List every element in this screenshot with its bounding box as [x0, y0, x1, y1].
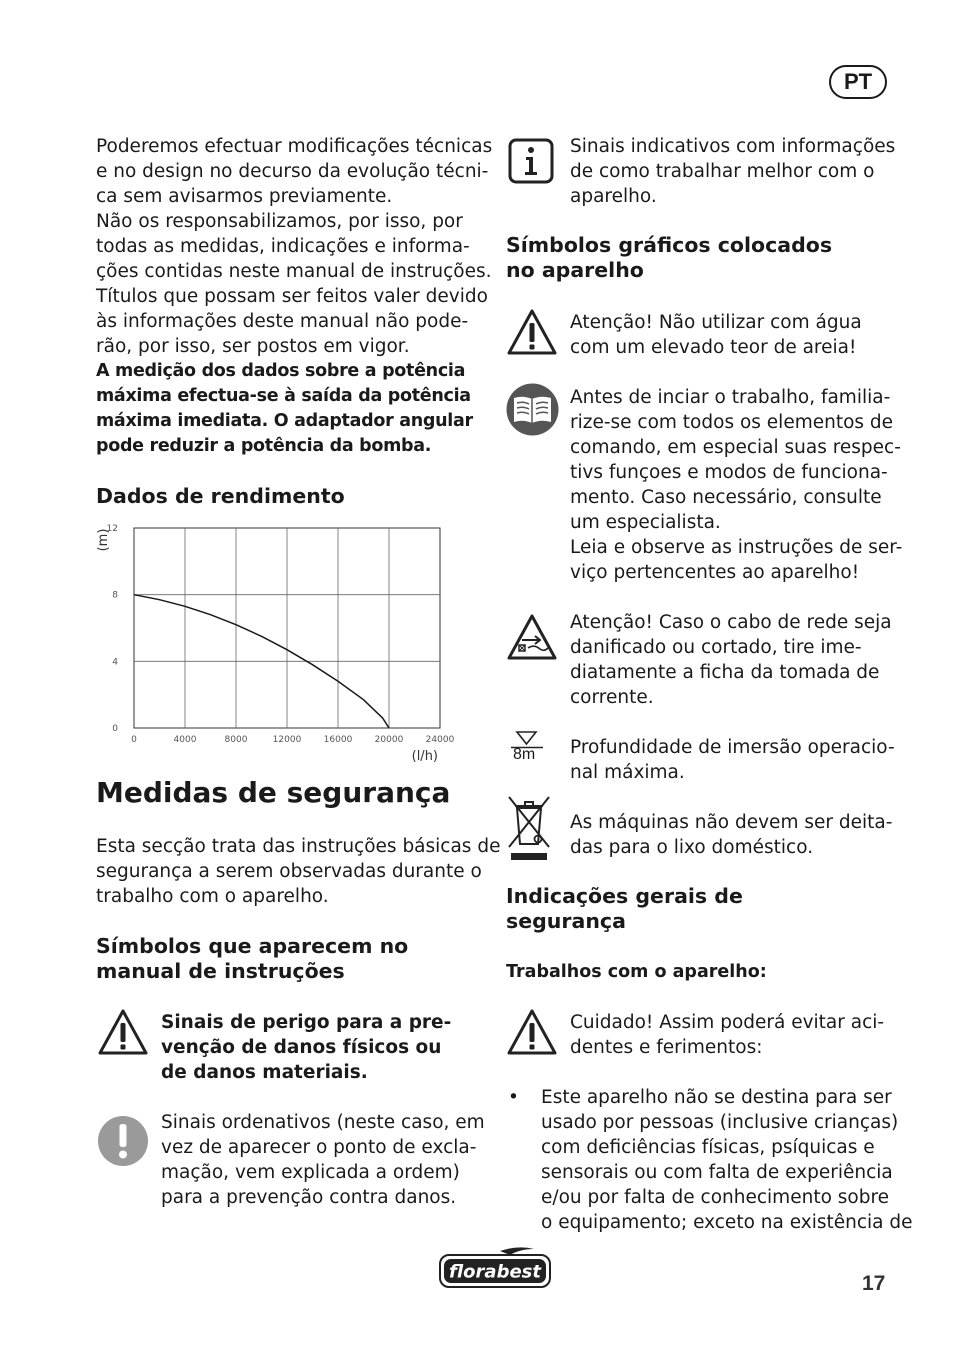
graphic-symbols-heading [506, 233, 832, 283]
text-line: Cuidado! Assim poderá evitar aci- [570, 1012, 885, 1033]
text-line: Sinais de perigo para a pre- [161, 1012, 452, 1033]
x-tick-label: 4000 [173, 735, 197, 745]
florabest-logo [438, 1245, 552, 1289]
caution-triangle-icon [506, 1007, 558, 1057]
text-line: Esta secção trata das instruções básicas de [96, 836, 501, 857]
text-line: e/ou por falta de conhecimento sobre [541, 1187, 890, 1208]
sand-warning-text [570, 310, 862, 360]
text-line: com um elevado teor de areia! [570, 337, 857, 358]
text-line: nal máxima. [570, 762, 685, 783]
text-line: sensorais ou com falta de experiência [541, 1162, 893, 1183]
text-line: às informações deste manual não pode- [96, 311, 469, 332]
text-line: mento. Caso necessário, consulte [570, 487, 882, 508]
text-line: um especialista. [570, 512, 721, 533]
text-line: Atenção! Não utilizar com água [570, 312, 862, 333]
text-line: Atenção! Caso o cabo de rede seja [570, 612, 892, 633]
text-line: diatamente a ficha da tomada de [570, 662, 880, 683]
text-line: máxima imediata. O adaptador angular [96, 411, 473, 431]
text-line: máxima efectua-se à saída da potência [96, 386, 471, 406]
performance-chart [92, 520, 462, 765]
cable-warning-text [570, 610, 892, 710]
mandatory-sign-icon [97, 1115, 149, 1167]
text-line: venção de danos físicos ou [161, 1037, 442, 1058]
y-tick-label: 0 [112, 724, 118, 734]
text-line: Não os responsabilizamos, por isso, por [96, 211, 463, 232]
x-axis-label: (l/h) [411, 749, 438, 764]
text-line: mação, vem explicada a ordem) [161, 1162, 460, 1183]
bullet: • [508, 1087, 519, 1108]
heading-line: segurança [506, 909, 626, 933]
text-line: Este aparelho não se destina para ser [541, 1087, 892, 1108]
work-heading: Trabalhos com o aparelho: [506, 962, 767, 982]
text-line: dentes e ferimentos: [570, 1037, 763, 1058]
safety-title: Medidas de segurança [96, 776, 451, 809]
text-line: ca sem avisarmos previamente. [96, 186, 393, 207]
depth-label: 8m [513, 746, 536, 763]
text-line: Poderemos efectuar modificações técnicas [96, 136, 493, 157]
text-line: comando, em especial suas respec- [570, 437, 901, 458]
performance-heading: Dados de rendimento [96, 484, 345, 508]
safety-intro [96, 834, 500, 909]
symbols-heading [96, 934, 408, 984]
info-signs-text [570, 134, 895, 209]
language-badge: PT [829, 65, 887, 99]
text-line: Profundidade de imersão operacio- [570, 737, 895, 758]
x-tick-label: 20000 [374, 735, 404, 745]
text-line: Antes de inciar o trabalho, familia- [570, 387, 891, 408]
y-tick-label: 4 [112, 657, 118, 668]
text-line: rize-se com todos os elementos de [570, 412, 894, 433]
text-line: trabalho com o aparelho. [96, 886, 329, 907]
text-line: A medição dos dados sobre a potência [96, 361, 466, 381]
y-tick-label: 8 [112, 590, 118, 601]
text-line: Leia e observe as instruções de ser- [570, 537, 903, 558]
text-line: corrente. [570, 687, 654, 708]
heading-line: Símbolos que aparecem no [96, 934, 409, 958]
damaged-cable-icon [506, 613, 558, 661]
heading-line: no aparelho [506, 258, 644, 282]
text-line: usado por pessoas (inclusive crianças) [541, 1112, 899, 1133]
text-line: para a prevenção contra danos. [161, 1187, 457, 1208]
text-line: pode reduzir a potência da bomba. [96, 436, 432, 456]
intro-paragraph [96, 134, 492, 359]
warning-triangle-icon [97, 1007, 149, 1057]
text-line: segurança a serem observadas durante o [96, 861, 482, 882]
logo-text: florabest [449, 1261, 541, 1283]
measurement-note [96, 359, 473, 459]
text-line: danificado ou cortado, tire ime- [570, 637, 862, 658]
text-line: das para o lixo doméstico. [570, 837, 814, 858]
danger-signs-text [161, 1010, 451, 1085]
text-line: tivs funçoes e modos de funciona- [570, 462, 888, 483]
x-tick-label: 16000 [323, 735, 353, 745]
general-safety-heading [506, 884, 743, 934]
text-line: viço pertencentes ao aparelho! [570, 562, 860, 583]
bullet-text [541, 1085, 913, 1235]
text-line: e no design no decurso da evolução técni- [96, 161, 489, 182]
text-line: o equipamento; exceto na existência de [541, 1212, 913, 1233]
caution-text [570, 1010, 884, 1060]
depth-text [570, 735, 895, 785]
page-number: 17 [862, 1272, 886, 1295]
y-axis-label: (m) [96, 528, 111, 552]
text-line: Sinais indicativos com informações [570, 136, 896, 157]
read-manual-icon [506, 383, 559, 436]
x-tick-label: 24000 [425, 735, 455, 745]
text-line: de como trabalhar melhor com o [570, 161, 875, 182]
x-tick-label: 12000 [272, 735, 302, 745]
x-tick-label: 0 [131, 735, 137, 745]
text-line: Títulos que possam ser feitos valer devido [96, 286, 488, 307]
crossed-bin-icon [505, 794, 553, 862]
text-line: ções contidas neste manual de instruções. [96, 261, 492, 282]
text-line: Sinais ordenativos (neste caso, em [161, 1112, 485, 1133]
text-line: As máquinas não devem ser deita- [570, 812, 893, 833]
x-tick-label: 8000 [224, 735, 248, 745]
warning-sand-icon [506, 307, 558, 357]
disposal-text [570, 810, 892, 860]
text-line: todas as medidas, indicações e informa- [96, 236, 470, 257]
heading-line: Símbolos gráficos colocados [506, 233, 833, 257]
text-line: rão, por isso, ser postos em vigor. [96, 336, 410, 357]
read-manual-text [570, 385, 902, 585]
text-line: de danos materiais. [161, 1062, 368, 1083]
heading-line: manual de instruções [96, 959, 345, 983]
text-line: com deficiências físicas, psíquicas e [541, 1137, 875, 1158]
text-line: aparelho. [570, 186, 657, 207]
text-line: vez de aparecer o ponto de excla- [161, 1137, 477, 1158]
order-signs-text [161, 1110, 485, 1210]
info-icon [508, 138, 554, 184]
y-tick-label: 12 [106, 524, 118, 534]
heading-line: Indicações gerais de [506, 884, 743, 908]
